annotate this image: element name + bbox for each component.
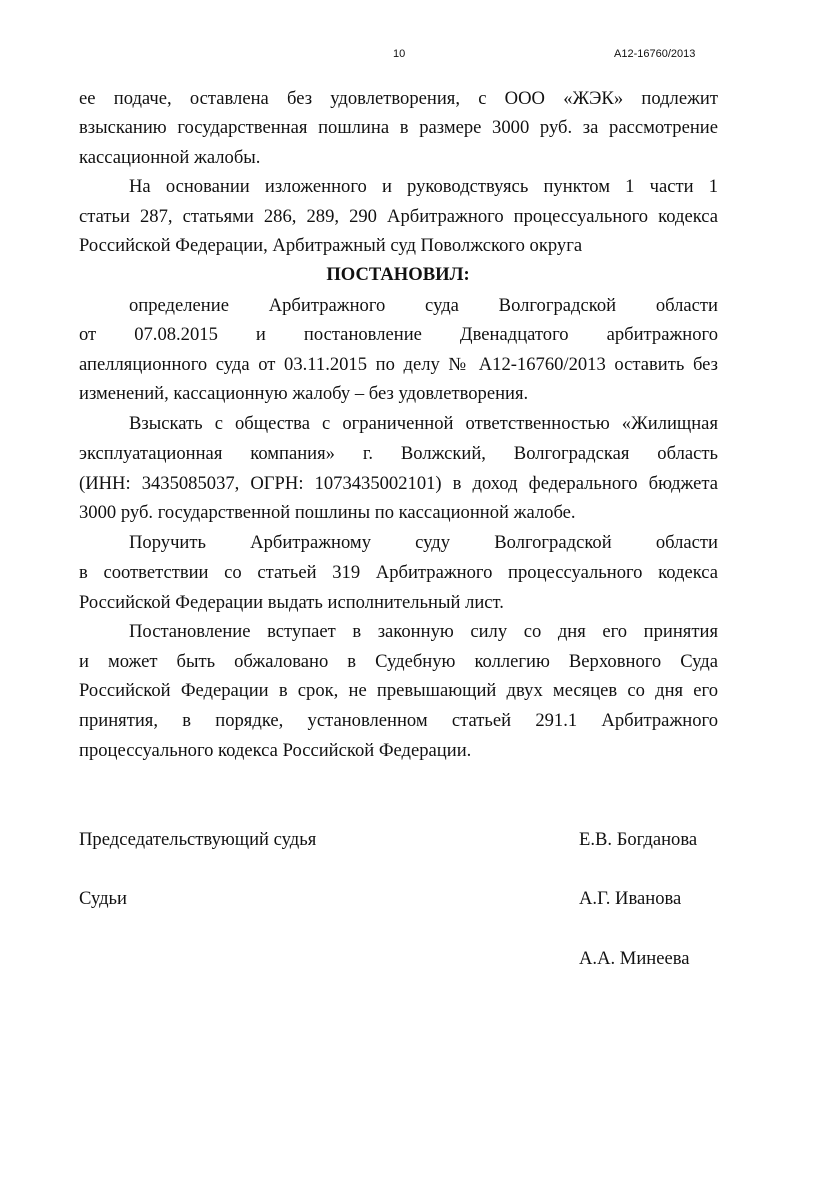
paragraph-line: взысканию государственная пошлина в размере 3000 руб. за рассмотрение bbox=[79, 117, 718, 138]
paragraph-line: (ИНН: 3435085037, ОГРН: 1073435002101) в доход федерального бюджета bbox=[79, 473, 718, 494]
paragraph-line: определение Арбитражного суда Волгоградской области bbox=[129, 295, 718, 316]
paragraph-line: ее подаче, оставлена без удовлетворения, с ООО «ЖЭК» подлежит bbox=[79, 88, 718, 109]
paragraph-line: Российской Федерации выдать исполнительный лист. bbox=[79, 592, 504, 613]
judge-name: А.А. Минеева bbox=[579, 948, 690, 969]
presiding-judge-label: Председательствующий судья bbox=[79, 829, 317, 850]
paragraph-line: изменений, кассационную жалобу – без удовлетворения. bbox=[79, 383, 529, 404]
paragraph-line: эксплуатационная компания» г. Волжский, Волгоградская область bbox=[79, 443, 718, 464]
paragraph-line: от 07.08.2015 и постановление Двенадцатого арбитражного bbox=[79, 324, 718, 345]
paragraph-line: процессуального кодекса Российской Федерации. bbox=[79, 740, 472, 761]
paragraph-line: Поручить Арбитражному суду Волгоградской области bbox=[129, 532, 718, 553]
paragraph-line: Взыскать с общества с ограниченной ответственностью «Жилищная bbox=[129, 413, 718, 434]
paragraph-line: в соответствии со статьей 319 Арбитражного процессуального кодекса bbox=[79, 562, 718, 583]
paragraph-line: 3000 руб. государственной пошлины по кассационной жалобе. bbox=[79, 502, 576, 523]
paragraph-line: Постановление вступает в законную силу со дня его принятия bbox=[129, 621, 718, 642]
judges-label: Судьи bbox=[79, 888, 127, 909]
paragraph-line: На основании изложенного и руководствуясь пунктом 1 части 1 bbox=[129, 176, 718, 197]
paragraph-line: апелляционного суда от 03.11.2015 по делу № А12-16760/2013 оставить без bbox=[79, 354, 718, 375]
paragraph-line: статьи 287, статьями 286, 289, 290 Арбитражного процессуального кодекса bbox=[79, 206, 718, 227]
page-number: 10 bbox=[393, 48, 406, 60]
case-number: А12-16760/2013 bbox=[614, 48, 696, 60]
judge-name: А.Г. Иванова bbox=[579, 888, 682, 909]
paragraph-line: кассационной жалобы. bbox=[79, 147, 261, 168]
paragraph-line: и может быть обжаловано в Судебную коллегию Верховного Суда bbox=[79, 651, 718, 672]
paragraph-line: Российской Федерации, Арбитражный суд Поволжского округа bbox=[79, 235, 583, 256]
paragraph-line: Российской Федерации в срок, не превышающий двух месяцев со дня его bbox=[79, 680, 718, 701]
paragraph-line: принятия, в порядке, установленном статьей 291.1 Арбитражного bbox=[79, 710, 718, 731]
presiding-judge-name: Е.В. Богданова bbox=[579, 829, 698, 850]
resolution-heading: ПОСТАНОВИЛ: bbox=[326, 264, 470, 285]
